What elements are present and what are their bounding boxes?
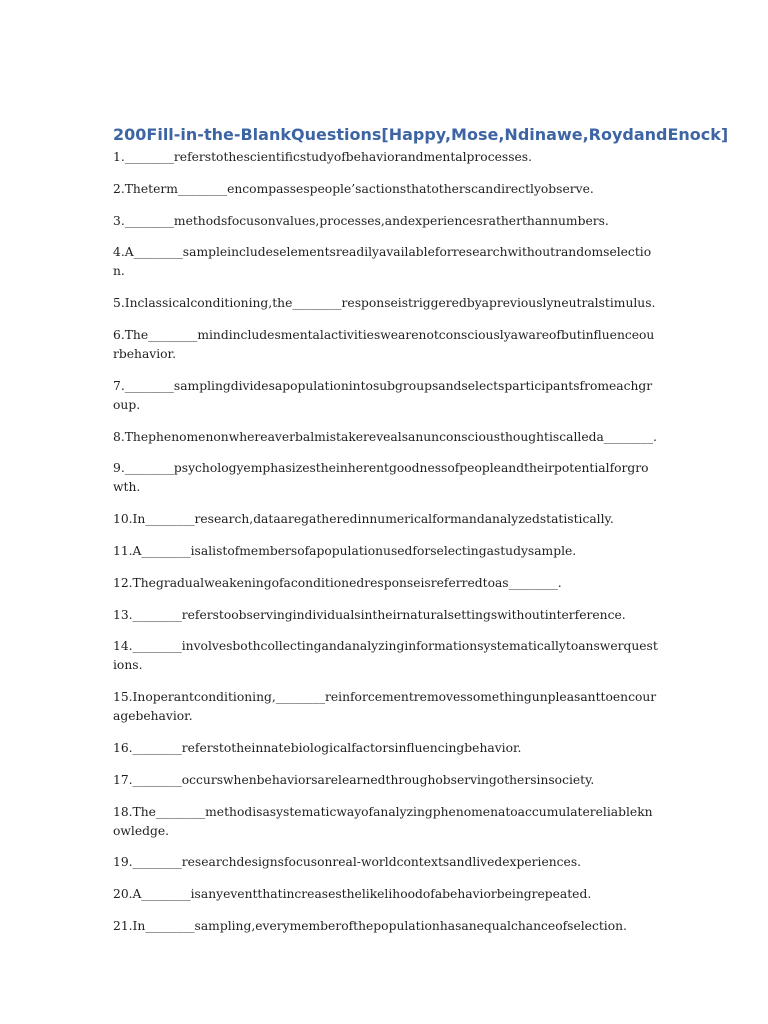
question-item: 20.A________isanyeventthatincreasesthelikelihoodofabehaviorbeingrepeated. [113,887,592,902]
question-item: 9.________psychologyemphasizestheinherentgoodnessofpeopleandtheirpotentialforgrowth. [113,461,649,495]
question-item: 17.________occurswhenbehaviorsarelearnedthroughobservingothersinsociety. [113,772,595,787]
question-item: 8.Thephenomenonwhereaverbalmistakerevealsanunconsciousthoughtiscalleda________. [113,429,657,444]
question-item: 12.Thegradualweakeningofaconditionedresponseisreferredtoas________. [113,575,562,590]
question-list [113,148,658,949]
document-title: 200Fill-in-the-BlankQuestions[Happy,Mose,Ndinawe,RoydandEnock] [113,125,729,144]
question-item: 10.In________research,dataaregatheredinnumericalformandanalyzedstatistically. [113,512,614,527]
question-item: 7.________samplingdividesapopulationintosubgroupsandselectsparticipantsfromeachgroup. [113,378,653,412]
question-item: 6.The________mindincludesmentalactivitieswearenotconsciouslyawareofbutinfluenceourbehavior. [113,327,655,361]
question-item: 3.________methodsfocusonvalues,processes,andexperiencesratherthannumbers. [113,213,609,228]
question-item: 2.Theterm________encompassespeople’sactionsthatotherscandirectlyobserve. [113,181,594,196]
question-item: 18.The________methodisasystematicwayofanalyzingphenomenatoaccumulatereliableknowledge. [113,804,653,838]
question-item: 4.A________sampleincludeselementsreadilyavailableforresearchwithoutrandomselection. [113,245,652,279]
question-item: 11.A________isalistofmembersofapopulationusedforselectingastudysample. [113,543,577,558]
question-item: 19.________researchdesignsfocusonreal-worldcontextsandlivedexperiences. [113,855,582,870]
question-item: 1.________referstothescientificstudyofbehaviorandmentalprocesses. [113,150,532,164]
question-item: 21.In________sampling,everymemberofthepopulationhasanequalchanceofselection. [113,918,627,933]
question-item: 5.Inclassicalconditioning,the________responseistriggeredbyapreviouslyneutralstimulus. [113,296,656,311]
question-item: 13.________referstoobservingindividualsintheirnaturalsettingswithoutinterference. [113,607,626,622]
question-item: 14.________involvesbothcollectingandanalyzinginformationsystematicallytoanswerquestions. [113,639,658,673]
question-item: 16.________referstotheinnatebiologicalfactorsinfluencingbehavior. [113,740,522,755]
question-item: 15.Inoperantconditioning,________reinforcementremovessomethingunpleasanttoencouragebehavior. [113,690,657,724]
